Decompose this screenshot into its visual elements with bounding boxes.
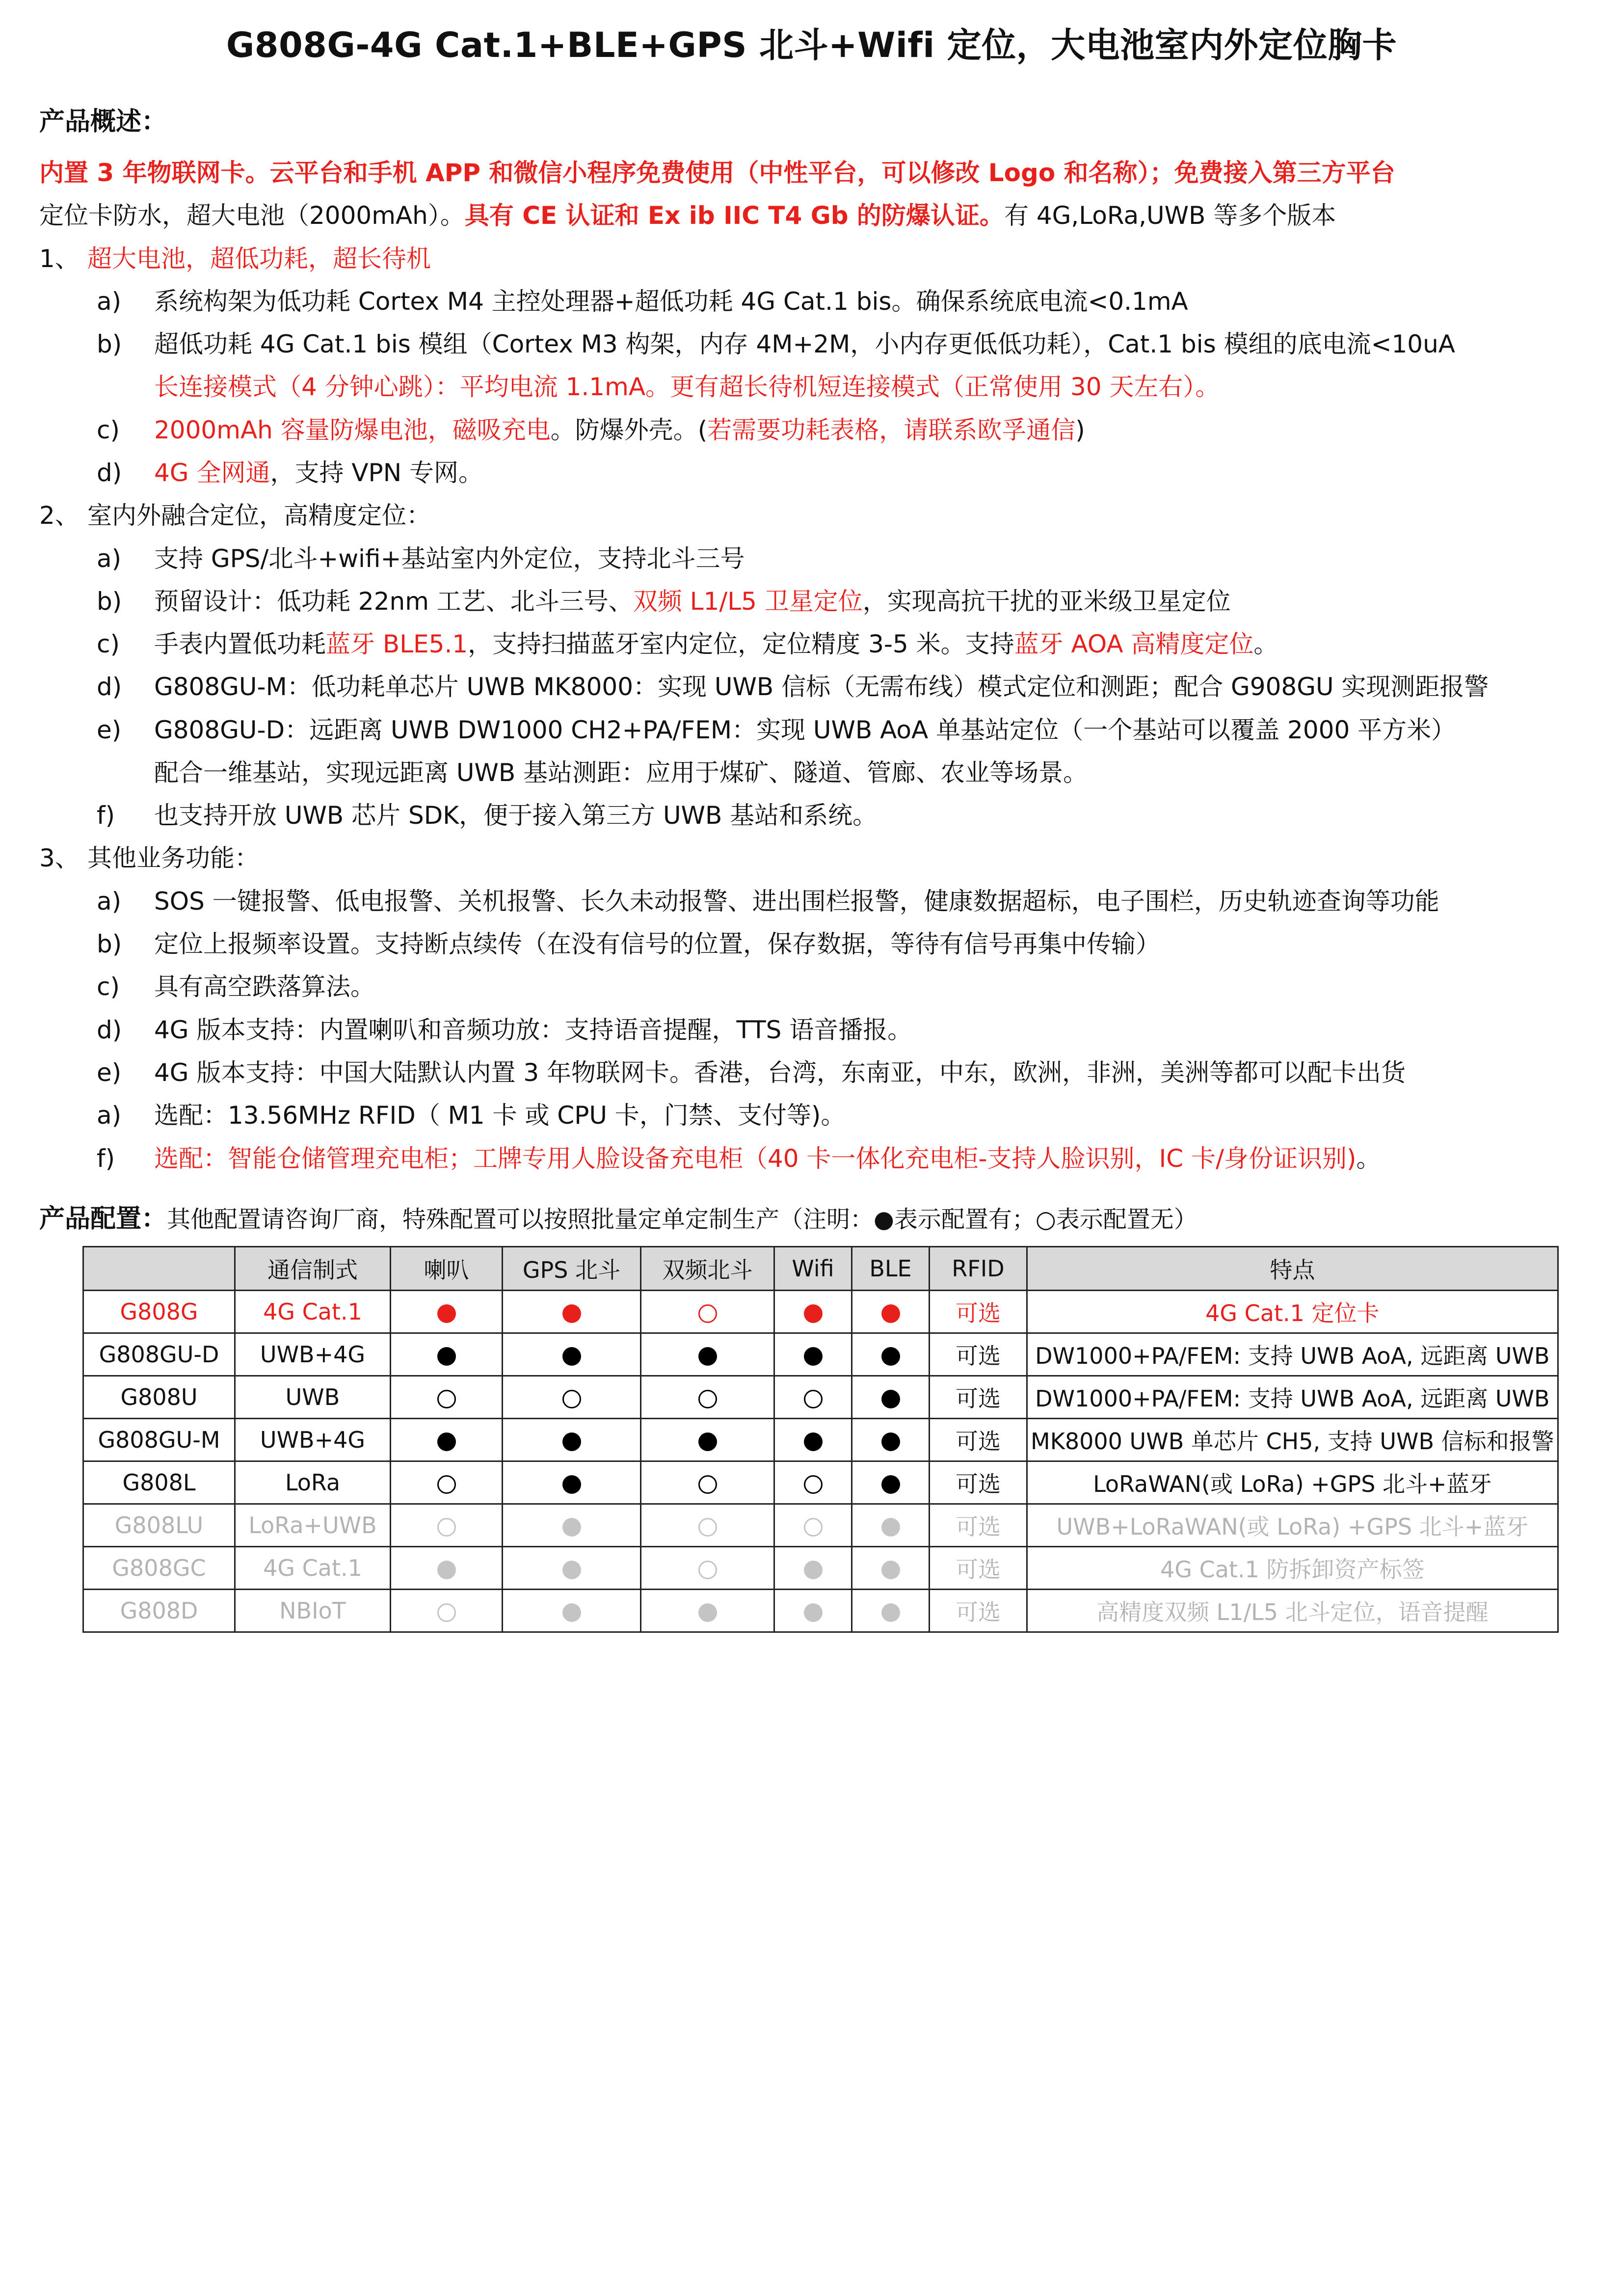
feature-cell: 4G Cat.1 防拆卸资产标签 [1027, 1547, 1558, 1590]
empty-circle-icon [804, 1390, 823, 1408]
table-row [83, 1376, 1558, 1419]
filled-circle-icon [804, 1603, 823, 1622]
overview-certification: 具有 CE 认证和 Ex ib IIC T4 Gb 的防爆认证。 [464, 201, 1004, 230]
table-row [83, 1461, 1558, 1504]
filled-circle-icon [881, 1347, 900, 1366]
speaker-cell [391, 1333, 503, 1376]
model-cell: G808G [83, 1291, 235, 1333]
dual-band-cell [641, 1547, 774, 1590]
feature-cell: 4G Cat.1 定位卡 [1027, 1291, 1558, 1333]
section1-c-letter: c) [97, 416, 120, 444]
section3-number: 3、 [39, 844, 80, 872]
filled-circle-icon [881, 1518, 900, 1537]
section2-c-plain: 手表内置低功耗 [154, 630, 326, 658]
model-cell: G808GU-M [83, 1419, 235, 1461]
dual-band-cell [641, 1419, 774, 1461]
rfid-cell: 可选 [930, 1419, 1027, 1461]
section1-a-letter: a) [97, 287, 122, 316]
section1-d-letter: d) [97, 459, 122, 487]
section3-item-text: SOS 一键报警、低电报警、关机报警、长久未动报警、进出围栏报警，健康数据超标，电子围栏，历史轨迹查询等功能 [154, 887, 1439, 916]
filled-circle-icon [562, 1561, 581, 1579]
comm-cell: 4G Cat.1 [235, 1547, 391, 1590]
feature-cell: UWB+LoRaWAN(或 LoRa) +GPS 北斗+蓝牙 [1027, 1504, 1558, 1547]
section2-e-text-2: 配合一维基站，实现远距离 UWB 基站测距：应用于煤矿、隧道、管廊、农业等场景。 [154, 758, 1088, 787]
filled-circle-icon [437, 1432, 456, 1451]
dual-band-cell [641, 1376, 774, 1419]
section2-e-letter: e) [97, 716, 122, 744]
filled-circle-icon [698, 1432, 717, 1451]
empty-circle-icon [804, 1518, 823, 1537]
section2-b-plain-2: ，实现高抗干扰的亚米级卫星定位 [862, 587, 1231, 616]
filled-circle-icon [562, 1603, 581, 1622]
section3-item-letter: a) [97, 1101, 122, 1130]
section3-item-text: 具有高空跌落算法。 [154, 972, 375, 1001]
section1-c-text [154, 415, 1085, 445]
model-cell: G808L [83, 1461, 235, 1504]
section2-d-letter: d) [97, 673, 122, 701]
filled-circle-icon [562, 1347, 581, 1366]
gps-cell [503, 1504, 641, 1547]
gps-cell [503, 1547, 641, 1590]
ble-cell [852, 1291, 930, 1333]
gps-cell [503, 1291, 641, 1333]
document-title: G808G-4G Cat.1+BLE+GPS 北斗+Wifi 定位，大电池室内外定位胸卡 [226, 25, 1397, 65]
section3-item-letter: b) [97, 930, 122, 958]
filled-circle-icon [698, 1347, 717, 1366]
section2-c-text [154, 629, 1278, 659]
section1-d-text [154, 458, 483, 487]
section1-b-letter: b) [97, 330, 122, 358]
filled-circle-icon [562, 1304, 581, 1323]
overview-line-1: 内置 3 年物联网卡。云平台和手机 APP 和微信小程序免费使用（中性平台，可以修改 Logo 和名称）；免费接入第三方平台 [39, 159, 1395, 187]
rfid-cell: 可选 [930, 1333, 1027, 1376]
empty-circle-icon [804, 1475, 823, 1494]
table-header: Wifi [774, 1247, 852, 1291]
table-header: 特点 [1027, 1247, 1558, 1291]
table-row [83, 1504, 1558, 1547]
model-cell: G808GC [83, 1547, 235, 1590]
speaker-cell [391, 1504, 503, 1547]
gps-cell [503, 1376, 641, 1419]
filled-circle-icon [562, 1475, 581, 1494]
config-note: 其他配置请咨询厂商，特殊配置可以按照批量定单定制生产（注明：●表示配置有；○表示配置无） [167, 1206, 1197, 1233]
model-cell: G808U [83, 1376, 235, 1419]
ble-cell [852, 1333, 930, 1376]
section2-title: 室内外融合定位，高精度定位： [87, 501, 431, 530]
feature-cell: DW1000+PA/FEM: 支持 UWB AoA, 远距离 UWB [1027, 1376, 1558, 1419]
overview-heading: 产品概述： [39, 107, 167, 136]
filled-circle-icon [437, 1561, 456, 1579]
comm-cell: LoRa+UWB [235, 1504, 391, 1547]
section2-e-text: G808GU-D：远距离 UWB DW1000 CH2+PA/FEM：实现 UWB AoA 单基站定位（一个基站可以覆盖 2000 平方米） [154, 716, 1456, 744]
section1-a-text: 系统构架为低功耗 Cortex M4 主控处理器+超低功耗 4G Cat.1 bis。确保系统底电流<0.1mA [154, 287, 1188, 316]
filled-circle-icon [562, 1432, 581, 1451]
gps-cell [503, 1590, 641, 1632]
section3-item-text: 4G 版本支持：中国大陆默认内置 3 年物联网卡。香港，台湾，东南亚，中东，欧洲，非洲，美洲等都可以配卡出货 [154, 1058, 1406, 1087]
rfid-cell: 可选 [930, 1461, 1027, 1504]
section1-b-text-2: 长连接模式（4 分钟心跳）：平均电流 1.1mA。更有超长待机短连接模式（正常使用 30 天左右）。 [154, 373, 1220, 401]
filled-circle-icon [881, 1390, 900, 1408]
table-header: 喇叭 [391, 1247, 503, 1291]
filled-circle-icon [562, 1518, 581, 1537]
filled-circle-icon [804, 1347, 823, 1366]
filled-circle-icon [437, 1347, 456, 1366]
rfid-cell: 可选 [930, 1590, 1027, 1632]
section1-d-red: 4G 全网通 [154, 459, 270, 487]
feature-cell: DW1000+PA/FEM: 支持 UWB AoA, 远距离 UWB [1027, 1333, 1558, 1376]
section3-item-text: 定位上报频率设置。支持断点续传（在没有信号的位置，保存数据，等待有信号再集中传输） [154, 930, 1160, 958]
model-cell: G808GU-D [83, 1333, 235, 1376]
section2-c-red-2: 蓝牙 AOA 高精度定位 [1014, 630, 1254, 658]
empty-circle-icon [437, 1603, 456, 1622]
table-header: RFID [930, 1247, 1027, 1291]
section1-c-plain: 。防爆外壳。( [550, 416, 708, 444]
comm-cell: LoRa [235, 1461, 391, 1504]
comm-cell: UWB [235, 1376, 391, 1419]
section2-c-letter: c) [97, 630, 120, 658]
section2-c-plain-2: ，支持扫描蓝牙室内定位，定位精度 3-5 米。支持 [468, 630, 1014, 658]
config-table [82, 1246, 1559, 1633]
gps-cell [503, 1461, 641, 1504]
speaker-cell [391, 1419, 503, 1461]
section2-b-plain: 预留设计：低功耗 22nm 工艺、北斗三号、 [154, 587, 633, 616]
speaker-cell [391, 1376, 503, 1419]
section2-c-plain-3: 。 [1253, 630, 1278, 658]
dual-band-cell [641, 1504, 774, 1547]
filled-circle-icon [804, 1561, 823, 1579]
dual-band-cell [641, 1590, 774, 1632]
table-header [83, 1247, 235, 1291]
ble-cell [852, 1376, 930, 1419]
table-header-row [83, 1247, 1558, 1291]
ble-cell [852, 1461, 930, 1504]
section3-last-letter: f) [97, 1144, 115, 1173]
section1-c-plain-2: ) [1075, 416, 1085, 444]
dual-band-cell [641, 1461, 774, 1504]
overview-line-2c: 有 4G,LoRa,UWB 等多个版本 [1004, 201, 1336, 230]
filled-circle-icon [437, 1304, 456, 1323]
filled-circle-icon [881, 1603, 900, 1622]
rfid-cell: 可选 [930, 1504, 1027, 1547]
comm-cell: NBIoT [235, 1590, 391, 1632]
overview-line-2 [39, 201, 1336, 230]
table-row [83, 1419, 1558, 1461]
config-line [39, 1198, 1197, 1235]
wifi-cell [774, 1333, 852, 1376]
section2-f-text: 也支持开放 UWB 芯片 SDK，便于接入第三方 UWB 基站和系统。 [154, 801, 878, 830]
filled-circle-icon [881, 1304, 900, 1323]
ble-cell [852, 1419, 930, 1461]
wifi-cell [774, 1376, 852, 1419]
section2-number: 2、 [39, 501, 80, 530]
rfid-cell: 可选 [930, 1376, 1027, 1419]
section3-item-letter: e) [97, 1058, 122, 1087]
wifi-cell [774, 1590, 852, 1632]
dual-band-cell [641, 1291, 774, 1333]
section2-c-red-1: 蓝牙 BLE5.1 [326, 630, 468, 658]
wifi-cell [774, 1461, 852, 1504]
section2-d-text: G808GU-M：低功耗单芯片 UWB MK8000：实现 UWB 信标（无需布线）模式定位和测距；配合 G908GU 实现测距报警 [154, 673, 1489, 701]
filled-circle-icon [881, 1432, 900, 1451]
config-heading: 产品配置： [39, 1204, 167, 1234]
dual-band-cell [641, 1333, 774, 1376]
comm-cell: UWB+4G [235, 1419, 391, 1461]
table-row [83, 1547, 1558, 1590]
config-table-body [83, 1291, 1558, 1632]
table-row [83, 1333, 1558, 1376]
section2-f-letter: f) [97, 801, 115, 830]
section2-b-text [154, 587, 1231, 616]
section3-item-text: 选配：13.56MHz RFID（ M1 卡 或 CPU 卡，门禁、支付等)。 [154, 1101, 846, 1130]
section3-last-text [154, 1144, 1381, 1173]
wifi-cell [774, 1291, 852, 1333]
model-cell: G808LU [83, 1504, 235, 1547]
section2-a-letter: a) [97, 544, 122, 573]
section2-b-red: 双频 L1/L5 卫星定位 [633, 587, 863, 616]
filled-circle-icon [881, 1561, 900, 1579]
speaker-cell [391, 1590, 503, 1632]
section1-number: 1、 [39, 244, 80, 273]
section3-item-text: 4G 版本支持：内置喇叭和音频功放：支持语音提醒，TTS 语音播报。 [154, 1016, 912, 1044]
empty-circle-icon [698, 1561, 717, 1579]
filled-circle-icon [804, 1304, 823, 1323]
section3-item-letter: d) [97, 1016, 122, 1044]
empty-circle-icon [437, 1518, 456, 1537]
filled-circle-icon [698, 1603, 717, 1622]
wifi-cell [774, 1504, 852, 1547]
section3-item-letter: c) [97, 972, 120, 1001]
empty-circle-icon [698, 1518, 717, 1537]
speaker-cell [391, 1291, 503, 1333]
speaker-cell [391, 1461, 503, 1504]
comm-cell: UWB+4G [235, 1333, 391, 1376]
rfid-cell: 可选 [930, 1291, 1027, 1333]
filled-circle-icon [881, 1475, 900, 1494]
rfid-cell: 可选 [930, 1547, 1027, 1590]
filled-circle-icon [804, 1432, 823, 1451]
section3-last-plain: 。 [1356, 1144, 1381, 1173]
table-header: 双频北斗 [641, 1247, 774, 1291]
empty-circle-icon [437, 1475, 456, 1494]
section1-title: 超大电池，超低功耗，超长待机 [87, 244, 431, 273]
gps-cell [503, 1333, 641, 1376]
section2-a-text: 支持 GPS/北斗+wifi+基站室内外定位，支持北斗三号 [154, 544, 745, 573]
comm-cell: 4G Cat.1 [235, 1291, 391, 1333]
gps-cell [503, 1419, 641, 1461]
empty-circle-icon [562, 1390, 581, 1408]
empty-circle-icon [698, 1304, 717, 1323]
table-header: BLE [852, 1247, 930, 1291]
empty-circle-icon [698, 1475, 717, 1494]
table-row [83, 1590, 1558, 1632]
section2-b-letter: b) [97, 587, 122, 616]
feature-cell: LoRaWAN(或 LoRa) +GPS 北斗+蓝牙 [1027, 1461, 1558, 1504]
speaker-cell [391, 1547, 503, 1590]
section3-item-letter: a) [97, 887, 122, 916]
table-header: GPS 北斗 [503, 1247, 641, 1291]
overview-line-2a: 定位卡防水，超大电池（2000mAh）。 [39, 201, 465, 230]
section1-b-text: 超低功耗 4G Cat.1 bis 模组（Cortex M3 构架，内存 4M+2M，小内存更低低功耗），Cat.1 bis 模组的底电流<10uA [154, 330, 1455, 358]
ble-cell [852, 1504, 930, 1547]
section1-c-red-2: 若需要功耗表格，请联系欧孚通信 [707, 416, 1076, 444]
wifi-cell [774, 1547, 852, 1590]
empty-circle-icon [437, 1390, 456, 1408]
section1-c-red-1: 2000mAh 容量防爆电池，磁吸充电 [154, 416, 551, 444]
section3-title: 其他业务功能： [87, 844, 259, 872]
section3-last-red: 选配：智能仓储管理充电柜；工牌专用人脸设备充电柜（40 卡一体化充电柜-支持人脸识别，IC 卡/身份证识别) [154, 1144, 1357, 1173]
ble-cell [852, 1590, 930, 1632]
feature-cell: MK8000 UWB 单芯片 CH5, 支持 UWB 信标和报警 [1027, 1419, 1558, 1461]
table-header: 通信制式 [235, 1247, 391, 1291]
empty-circle-icon [698, 1390, 717, 1408]
wifi-cell [774, 1419, 852, 1461]
model-cell: G808D [83, 1590, 235, 1632]
section1-d-plain: ，支持 VPN 专网。 [270, 459, 483, 487]
ble-cell [852, 1547, 930, 1590]
feature-cell: 高精度双频 L1/L5 北斗定位，语音提醒 [1027, 1590, 1558, 1632]
table-row [83, 1291, 1558, 1333]
